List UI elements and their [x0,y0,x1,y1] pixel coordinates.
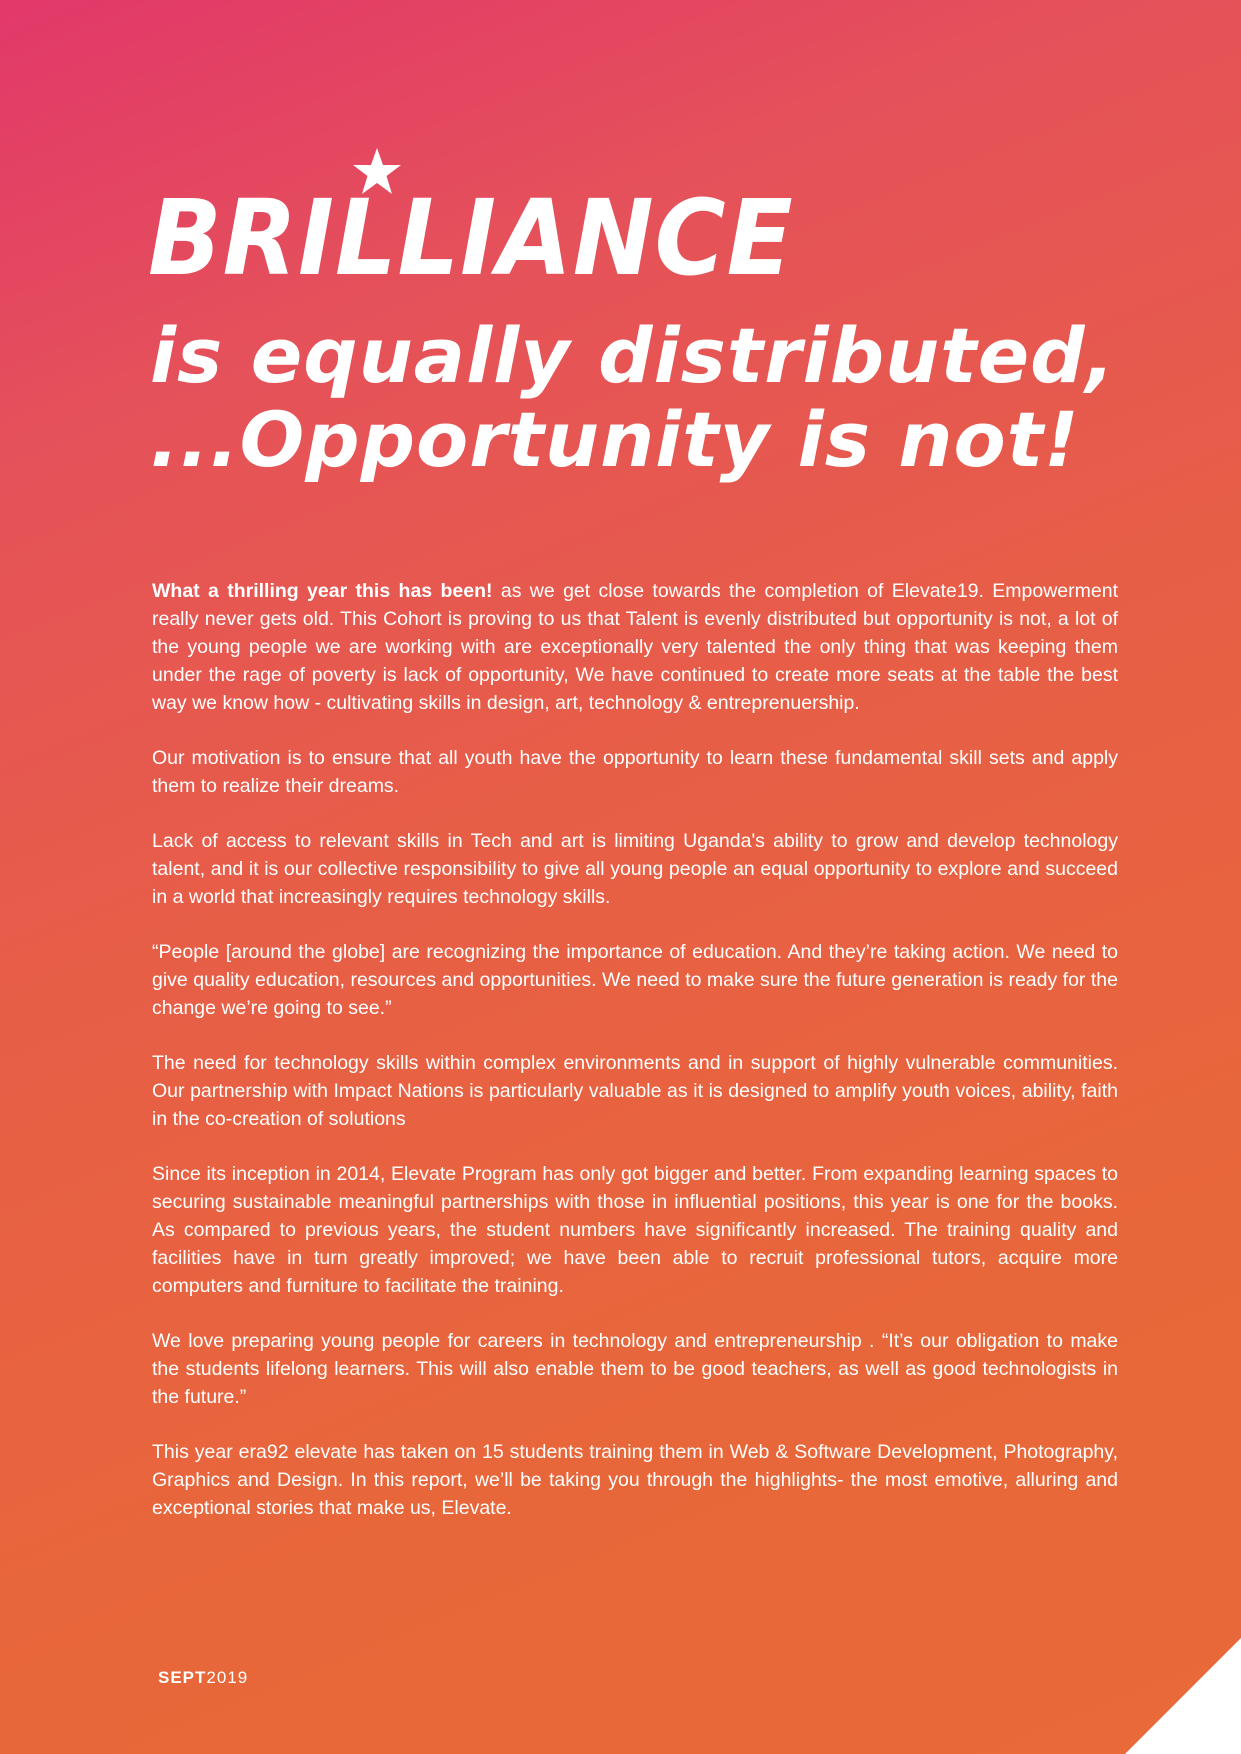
paragraph-2: Our motivation is to ensure that all youth have the opportunity to learn these fundamental skill sets and apply them to realize their dreams. [152,747,1118,797]
lead-bold: What a thrilling year this has been! [152,580,493,602]
footer-year: 2019 [206,1668,249,1687]
footer-date [158,1668,248,1688]
paragraph-8: This year era92 elevate has taken on 15 students training them in Web & Software Development, Photography, Graphics and Design. In this report, we’ll be taking you through the highlights- the most emotive, alluring and exceptional stories that make us, Elevate. [152,1441,1118,1519]
paragraph-3: Lack of access to relevant skills in Tech and art is limiting Uganda's ability to grow and develop technology talent, and it is our collective responsibility to give all young people an equal opportunity to explore and succeed in a world that increasingly requires technology skills. [152,830,1118,908]
paragraph-6: Since its inception in 2014, Elevate Program has only got bigger and better. From expanding learning spaces to securing sustainable meaningful partnerships with those in influential positions, this year is one for the books. As compared to previous years, the student numbers have significantly increased. The training quality and facilities have in turn greatly improved; we have been able to recruit professional tutors, acquire more computers and furniture to facilitate the training. [152,1163,1118,1297]
footer-month: SEPT [158,1668,207,1687]
paragraph-4: “People [around the globe] are recognizing the importance of education. And they’re taking action. We need to give quality education, resources and opportunities. We need to make sure the future generation is ready for the change we’re going to see.” [152,941,1118,1019]
headline-line-2: is equally distributed, [150,311,1116,400]
lead-rest: as we get close towards the completion of Elevate19. Empowerment really never gets old. This Cohort is proving to us that Talent is evenly distributed but opportunity is not, a lot of the young people we are working with are exceptionally very talented the only thing that was keeping them under the rage of poverty is lack of opportunity, We have continued to create more seats at the table the best way we know how - cultivating skills in design, art, technology & entreprenuership. [152,580,1118,714]
headline-brilliance: BRILLIANCE [148,177,794,299]
corner-fold [1125,1638,1241,1754]
headline-line-3: ...Opportunity is not! [150,395,1080,484]
paragraph-5: The need for technology skills within complex environments and in support of highly vulnerable communities. Our partnership with Impact Nations is particularly valuable as it is designed to amplify youth voices, ability, faith in the co-creation of solutions [152,1052,1118,1130]
paragraph-7: We love preparing young people for careers in technology and entrepreneurship . “It’s our obligation to make the students lifelong learners. This will also enable them to be good teachers, as well as good technologists in the future.” [152,1330,1118,1408]
paragraph-1 [152,577,1118,717]
body-text [152,577,1118,1549]
